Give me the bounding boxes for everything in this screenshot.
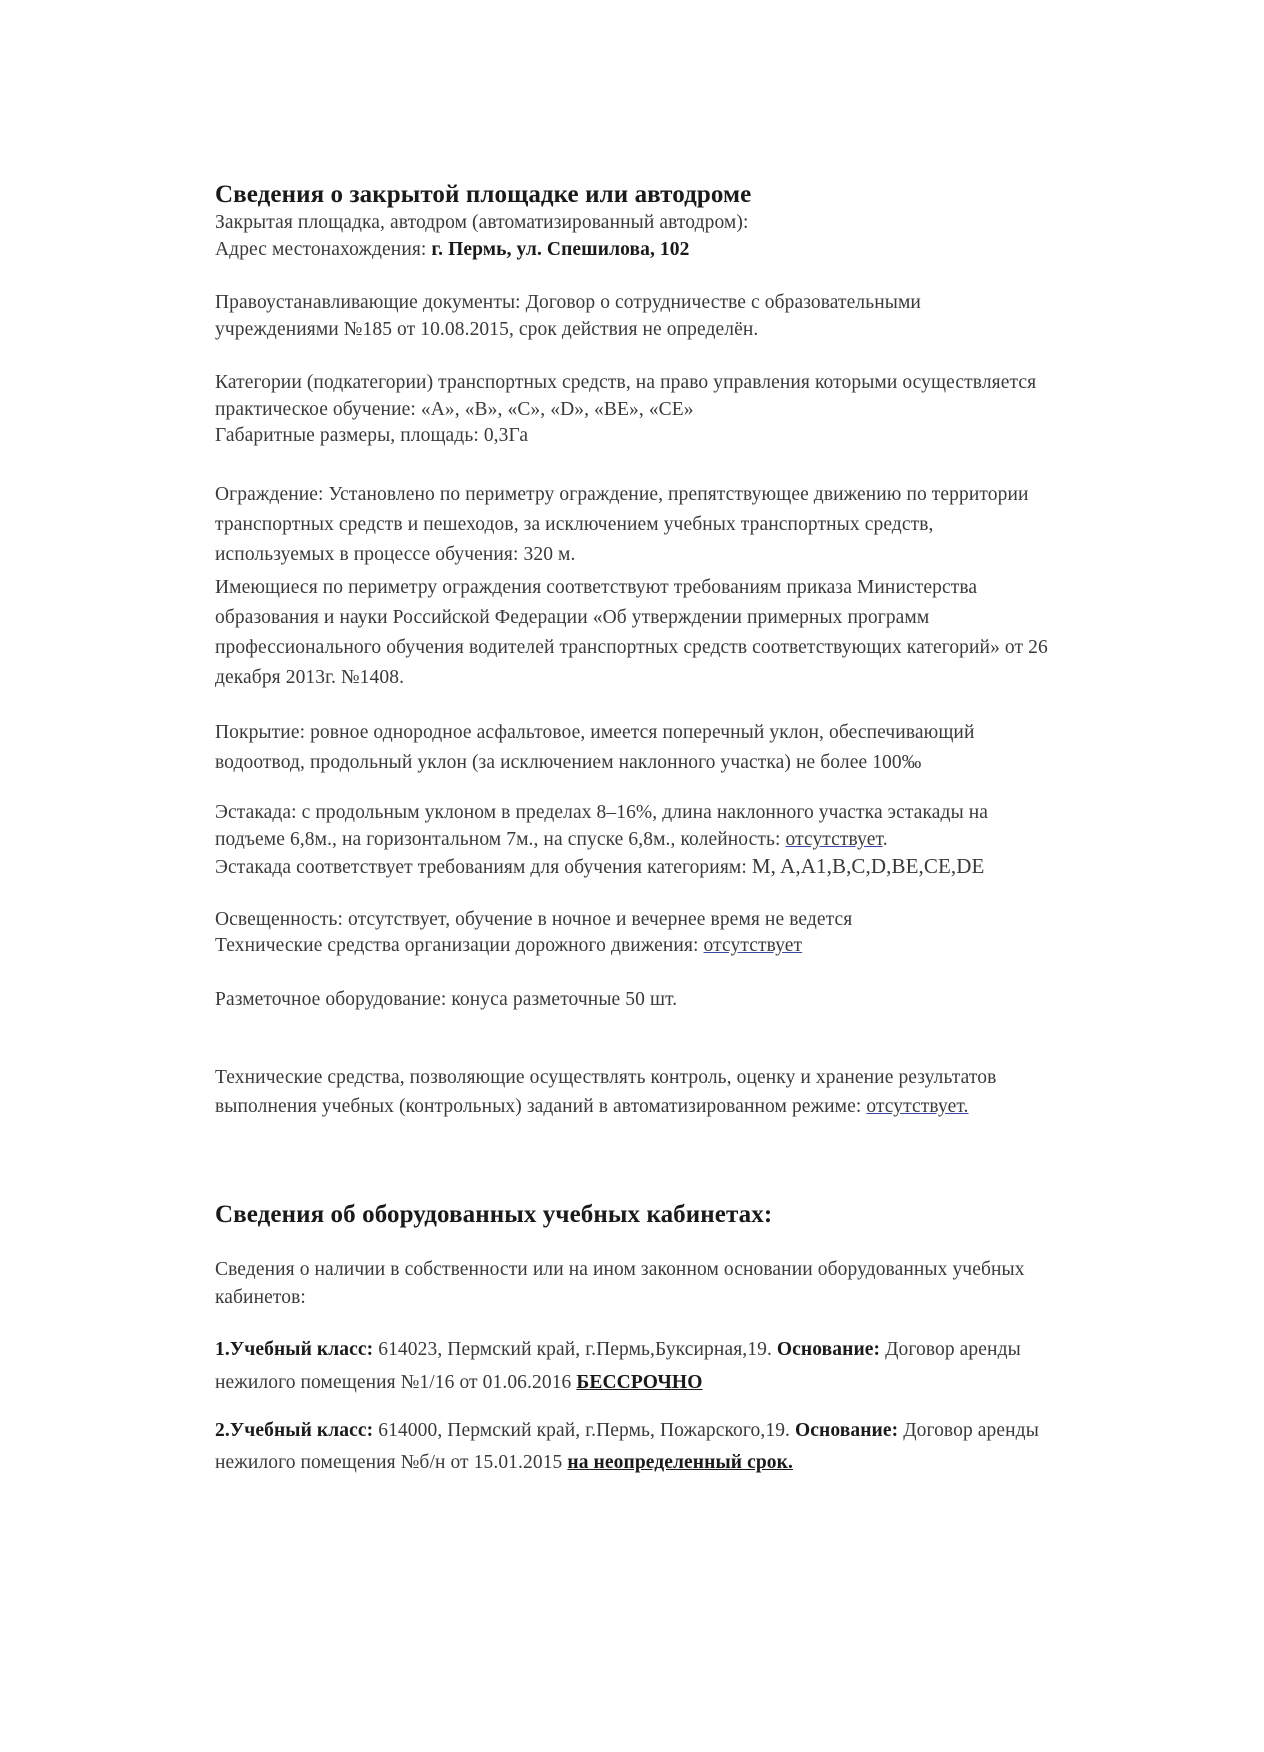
address-value: г. Пермь, ул. Спешилова, 102 bbox=[431, 239, 690, 260]
autodrome-line: Закрытая площадка, автодром (автоматизированный автодром): bbox=[215, 212, 749, 233]
classrooms-intro-line-1: Сведения о наличии в собственности или на ином законном основании оборудованных учебных bbox=[215, 1259, 1025, 1280]
requirements-line-1: Имеющиеся по периметру ограждения соответствуют требованиям приказа Министерства bbox=[215, 577, 978, 598]
basis-label: Основание: bbox=[776, 1339, 881, 1360]
requirements-line-4: декабря 2013г. №1408. bbox=[215, 667, 405, 688]
classroom-address: 614000, Пермский край, г.Пермь, Пожарского,19. bbox=[373, 1420, 795, 1441]
section-title-classrooms: Сведения об оборудованных учебных кабинетах: bbox=[215, 1201, 773, 1228]
address-label: Адрес местонахождения: bbox=[215, 239, 432, 260]
traffic-tech-label: Технические средства организации дорожного движения: bbox=[215, 935, 704, 956]
classroom-label: 1.Учебный класс: bbox=[215, 1339, 374, 1360]
classroom-2-line-2 bbox=[215, 1451, 793, 1475]
overpass-text: подъеме 6,8м., на горизонтальном 7м., на спуске 6,8м., колейность: bbox=[215, 829, 786, 850]
period: . bbox=[882, 829, 888, 850]
lease-term: БЕССРОЧНО bbox=[576, 1372, 703, 1393]
lease-text: нежилого помещения №б/н от 15.01.2015 bbox=[215, 1452, 568, 1473]
cover-line-1: Покрытие: ровное однородное асфальтовое, имеется поперечный уклон, обеспечивающий bbox=[215, 722, 975, 743]
classroom-1-line-1 bbox=[215, 1338, 1021, 1362]
basis-label: Основание: bbox=[795, 1420, 899, 1441]
overpass-line-2 bbox=[215, 828, 888, 852]
requirements-line-2: образования и науки Российской Федерации «Об утверждении примерных программ bbox=[215, 607, 930, 628]
section-title-autodrome: Сведения о закрытой площадке или автодроме bbox=[215, 181, 752, 208]
basis-text: Договор аренды bbox=[898, 1420, 1039, 1441]
overpass-line-1: Эстакада: с продольным уклоном в пределах 8–16%, длина наклонного участка эстакады на bbox=[215, 802, 989, 823]
address-line bbox=[215, 238, 689, 262]
docs-line-2: учреждениями №185 от 10.08.2015, срок действия не определён. bbox=[215, 319, 759, 340]
overpass-line-3 bbox=[215, 854, 984, 880]
size-line: Габаритные размеры, площадь: 0,3Га bbox=[215, 425, 529, 446]
auto-control-label: выполнения учебных (контрольных) заданий в автоматизированном режиме: bbox=[215, 1096, 867, 1117]
lease-text: нежилого помещения №1/16 от 01.06.2016 bbox=[215, 1372, 577, 1393]
categories-line-2: практическое обучение: «А», «В», «С», «D», «ВЕ», «СЕ» bbox=[215, 399, 694, 420]
auto-control-value: отсутствует. bbox=[866, 1096, 969, 1117]
traffic-tech-value: отсутствует bbox=[703, 935, 803, 956]
classroom-1-line-2 bbox=[215, 1371, 702, 1395]
fence-line-1: Ограждение: Установлено по периметру ограждение, препятствующее движению по территории bbox=[215, 484, 1029, 505]
traffic-tech-line bbox=[215, 934, 802, 958]
categories-line-1: Категории (подкатегории) транспортных средств, на право управления которыми осуществляется bbox=[215, 372, 1037, 393]
cover-line-2: водоотвод, продольный уклон (за исключением наклонного участка) не более 100‰ bbox=[215, 752, 922, 773]
fence-line-3: используемых в процессе обучения: 320 м. bbox=[215, 544, 576, 565]
lease-term: на неопределенный срок. bbox=[567, 1452, 793, 1473]
overpass-cat-label: Эстакада соответствует требованиям для обучения категориям: bbox=[215, 857, 752, 878]
auto-control-line-1: Технические средства, позволяющие осуществлять контроль, оценку и хранение результатов bbox=[215, 1067, 997, 1088]
auto-control-line-2 bbox=[215, 1095, 969, 1119]
classroom-address: 614023, Пермский край, г.Пермь,Буксирная,19. bbox=[373, 1339, 777, 1360]
classrooms-intro-line-2: кабинетов: bbox=[215, 1287, 306, 1308]
fence-line-2: транспортных средств и пешеходов, за исключением учебных транспортных средств, bbox=[215, 514, 934, 535]
lighting-line: Освещенность: отсутствует, обучение в ночное и вечернее время не ведется bbox=[215, 909, 853, 930]
classroom-label: 2.Учебный класс: bbox=[215, 1420, 374, 1441]
requirements-line-3: профессионального обучения водителей транспортных средств соответствующих категорий» от 26 bbox=[215, 637, 1048, 658]
docs-line-1: Правоустанавливающие документы: Договор о сотрудничестве с образовательными bbox=[215, 292, 921, 313]
basis-text: Договор аренды bbox=[880, 1339, 1021, 1360]
marking-line: Разметочное оборудование: конуса разметочные 50 шт. bbox=[215, 989, 678, 1010]
rut-value: отсутствует bbox=[785, 829, 883, 850]
overpass-categories: M, A,A1,B,C,D,BE,CE,DE bbox=[751, 854, 985, 878]
classroom-2-line-1 bbox=[215, 1419, 1039, 1443]
